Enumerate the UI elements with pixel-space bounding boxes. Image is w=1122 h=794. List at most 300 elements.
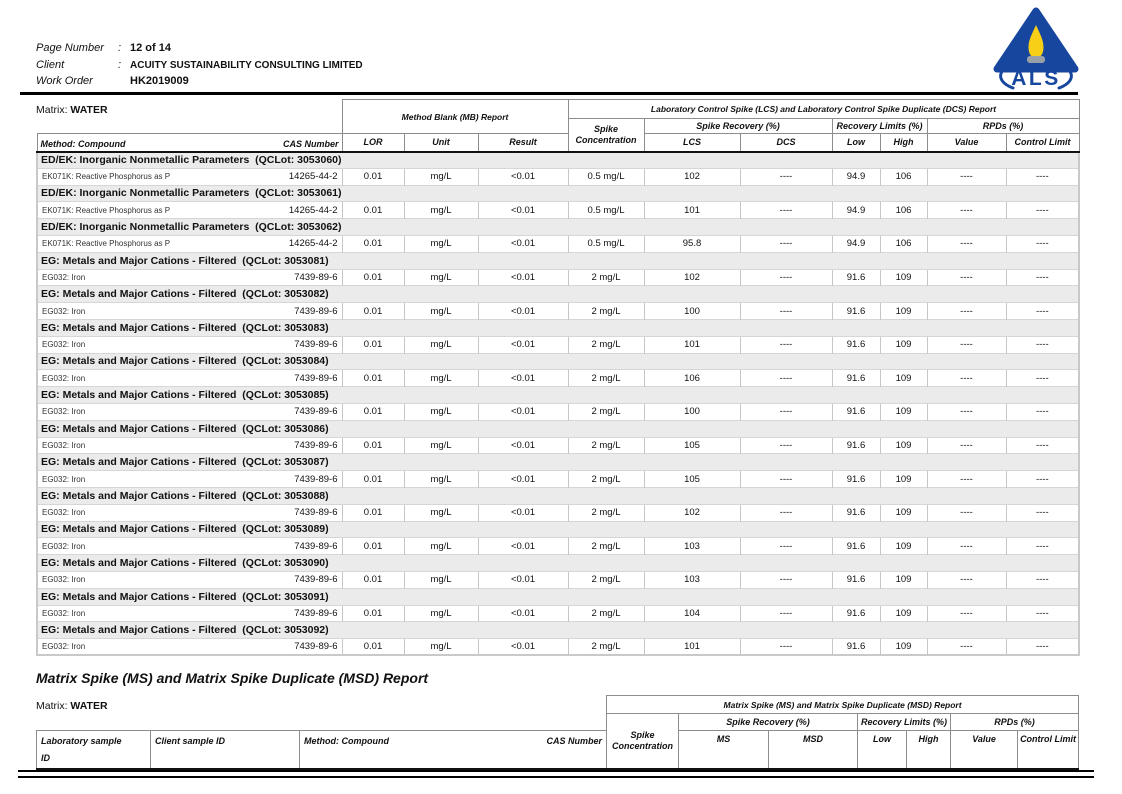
dcs-cell: ---- — [740, 269, 832, 286]
qc-data-row — [37, 538, 1079, 555]
lcs-cell: 100 — [644, 403, 740, 420]
unit-cell: mg/L — [404, 336, 478, 353]
lcs-cell: 95.8 — [644, 235, 740, 252]
high-cell: 109 — [880, 639, 927, 656]
unit-cell: mg/L — [404, 269, 478, 286]
group-title: EG: Metals and Major Cations - Filtered (QCLot: 3053092) — [37, 622, 1079, 639]
compound-name: EG032: Iron — [42, 407, 86, 417]
spike-concentration-cell: 2 mg/L — [568, 639, 644, 656]
qc-matrix-line — [36, 104, 108, 116]
rpd-value-cell: ---- — [927, 336, 1006, 353]
qc-group-row — [37, 185, 1079, 202]
unit-cell: mg/L — [404, 370, 478, 387]
lor-cell: 0.01 — [342, 269, 404, 286]
ms-col-header-spike-recovery: Spike Recovery (%) — [679, 714, 858, 731]
compound-name: EG032: Iron — [42, 373, 86, 383]
compound-name: EG032: Iron — [42, 440, 86, 450]
result-cell: <0.01 — [478, 605, 568, 622]
unit-cell: mg/L — [404, 571, 478, 588]
work-order-value: HK2019009 — [130, 75, 189, 87]
page-number-row — [36, 42, 171, 57]
spike-line2: Concentration — [612, 741, 674, 751]
result-cell: <0.01 — [478, 437, 568, 454]
unit-cell: mg/L — [404, 168, 478, 185]
result-cell: <0.01 — [478, 504, 568, 521]
qc-data-row — [37, 202, 1079, 219]
col-header-recovery-limits: Recovery Limits (%) — [832, 119, 927, 134]
unit-cell: mg/L — [404, 403, 478, 420]
cas-number: 7439-89-6 — [294, 574, 338, 586]
qc-data-row — [37, 235, 1079, 252]
low-cell: 91.6 — [832, 571, 880, 588]
spike-concentration-cell: 2 mg/L — [568, 571, 644, 588]
result-cell: <0.01 — [478, 571, 568, 588]
page-number-label: Page Number — [36, 42, 104, 54]
high-cell: 109 — [880, 538, 927, 555]
qc-group-row — [37, 353, 1079, 370]
low-cell: 91.6 — [832, 538, 880, 555]
unit-cell: mg/L — [404, 235, 478, 252]
spike-line1: Spike — [630, 730, 655, 740]
lor-cell: 0.01 — [342, 437, 404, 454]
lcs-cell: 102 — [644, 269, 740, 286]
low-cell: 91.6 — [832, 504, 880, 521]
group-title: EG: Metals and Major Cations - Filtered (QCLot: 3053084) — [37, 353, 1079, 370]
dcs-cell: ---- — [740, 504, 832, 521]
col-header-control-limit: Control Limit — [1006, 134, 1079, 152]
compound-cas-cell — [37, 403, 342, 420]
group-title: EG: Metals and Major Cations - Filtered (QCLot: 3053087) — [37, 454, 1079, 471]
low-cell: 91.6 — [832, 269, 880, 286]
qc-group-row — [37, 319, 1079, 336]
group-title: ED/EK: Inorganic Nonmetallic Parameters (QCLot: 3053060) — [37, 152, 1079, 169]
qc-data-row — [37, 336, 1079, 353]
lor-cell: 0.01 — [342, 370, 404, 387]
spike-concentration-cell: 2 mg/L — [568, 504, 644, 521]
low-cell: 94.9 — [832, 202, 880, 219]
high-cell: 109 — [880, 471, 927, 488]
lab-sample-line2: ID — [41, 753, 50, 763]
high-cell: 109 — [880, 336, 927, 353]
result-cell: <0.01 — [478, 303, 568, 320]
compound-name: EG032: Iron — [42, 642, 86, 652]
unit-cell: mg/L — [404, 303, 478, 320]
cas-number: 7439-89-6 — [294, 473, 338, 485]
col-header-lor: LOR — [342, 134, 404, 152]
rpd-value-cell: ---- — [927, 471, 1006, 488]
qc-data-row — [37, 504, 1079, 521]
logo-text: ALS — [1011, 67, 1061, 90]
dcs-cell: ---- — [740, 437, 832, 454]
rpd-value-cell: ---- — [927, 639, 1006, 656]
lcs-cell: 100 — [644, 303, 740, 320]
ms-col-header-method-compound-cas — [300, 731, 607, 770]
ms-col-header-rpds: RPDs (%) — [951, 714, 1079, 731]
rpd-control-limit-cell: ---- — [1006, 437, 1079, 454]
client-value: ACUITY SUSTAINABILITY CONSULTING LIMITED — [130, 60, 363, 71]
spike-concentration-cell: 2 mg/L — [568, 370, 644, 387]
lor-cell: 0.01 — [342, 605, 404, 622]
group-title: EG: Metals and Major Cations - Filtered (QCLot: 3053089) — [37, 521, 1079, 538]
rpd-control-limit-cell: ---- — [1006, 605, 1079, 622]
col-header-compound-cas — [37, 134, 342, 152]
lor-cell: 0.01 — [342, 504, 404, 521]
qc-group-row — [37, 555, 1079, 572]
qc-group-row — [37, 219, 1079, 236]
dcs-cell: ---- — [740, 370, 832, 387]
ms-col-header-msd: MSD — [769, 731, 858, 770]
compound-cas-cell — [37, 437, 342, 454]
unit-cell: mg/L — [404, 471, 478, 488]
cas-number: 7439-89-6 — [294, 305, 338, 317]
compound-name: EG032: Iron — [42, 608, 86, 618]
ms-col-header-cas-number: CAS Number — [546, 736, 603, 746]
dcs-cell: ---- — [740, 336, 832, 353]
group-title: EG: Metals and Major Cations - Filtered (QCLot: 3053085) — [37, 387, 1079, 404]
ms-col-header-spike-concentration — [607, 714, 679, 770]
compound-cas-cell — [37, 571, 342, 588]
compound-cas-cell — [37, 303, 342, 320]
spike-concentration-cell: 0.5 mg/L — [568, 168, 644, 185]
compound-cas-cell — [37, 605, 342, 622]
lcs-cell: 101 — [644, 202, 740, 219]
lcs-cell: 101 — [644, 336, 740, 353]
rpd-value-cell: ---- — [927, 571, 1006, 588]
result-cell: <0.01 — [478, 235, 568, 252]
group-title: EG: Metals and Major Cations - Filtered (QCLot: 3053083) — [37, 319, 1079, 336]
compound-name: EG032: Iron — [42, 508, 86, 518]
cas-number: 7439-89-6 — [294, 507, 338, 519]
cas-number: 7439-89-6 — [294, 406, 338, 418]
lor-cell: 0.01 — [342, 336, 404, 353]
compound-cas-cell — [37, 639, 342, 656]
compound-name: EG032: Iron — [42, 474, 86, 484]
qc-group-row — [37, 487, 1079, 504]
compound-name: EK071K: Reactive Phosphorus as P — [42, 205, 171, 215]
high-cell: 109 — [880, 571, 927, 588]
qc-data-row — [37, 269, 1079, 286]
unit-cell: mg/L — [404, 605, 478, 622]
group-title: EG: Metals and Major Cations - Filtered (QCLot: 3053082) — [37, 286, 1079, 303]
lor-cell: 0.01 — [342, 571, 404, 588]
lor-cell: 0.01 — [342, 403, 404, 420]
group-title: ED/EK: Inorganic Nonmetallic Parameters (QCLot: 3053061) — [37, 185, 1079, 202]
spike-concentration-cell: 2 mg/L — [568, 403, 644, 420]
colon: : — [118, 59, 122, 71]
qc-group-row — [37, 286, 1079, 303]
compound-cas-cell — [37, 202, 342, 219]
compound-name: EG032: Iron — [42, 575, 86, 585]
cas-number: 7439-89-6 — [294, 540, 338, 552]
spike-concentration-cell: 2 mg/L — [568, 538, 644, 555]
spike-line2: Concentration — [575, 134, 637, 145]
rpd-value-cell: ---- — [927, 303, 1006, 320]
low-cell: 91.6 — [832, 370, 880, 387]
group-title: EG: Metals and Major Cations - Filtered (QCLot: 3053088) — [37, 487, 1079, 504]
lcs-cell: 105 — [644, 471, 740, 488]
lor-cell: 0.01 — [342, 202, 404, 219]
compound-cas-cell — [37, 168, 342, 185]
rpd-value-cell: ---- — [927, 370, 1006, 387]
mb-report-header: Method Blank (MB) Report — [342, 100, 568, 134]
compound-name: EK071K: Reactive Phosphorus as P — [42, 239, 171, 249]
spike-concentration-cell: 0.5 mg/L — [568, 202, 644, 219]
high-cell: 106 — [880, 202, 927, 219]
col-header-low: Low — [832, 134, 880, 152]
rpd-control-limit-cell: ---- — [1006, 370, 1079, 387]
qc-group-row — [37, 521, 1079, 538]
rpd-value-cell: ---- — [927, 235, 1006, 252]
ms-col-header-ms: MS — [679, 731, 769, 770]
rpd-value-cell: ---- — [927, 538, 1006, 555]
high-cell: 106 — [880, 168, 927, 185]
dcs-cell: ---- — [740, 168, 832, 185]
result-cell: <0.01 — [478, 370, 568, 387]
rpd-control-limit-cell: ---- — [1006, 168, 1079, 185]
ms-col-header-control-limit: Control Limit — [1018, 731, 1079, 770]
spike-concentration-cell: 2 mg/L — [568, 303, 644, 320]
low-cell: 94.9 — [832, 168, 880, 185]
qc-group-row — [37, 622, 1079, 639]
compound-name: EG032: Iron — [42, 306, 86, 316]
low-cell: 91.6 — [832, 639, 880, 656]
dcs-cell: ---- — [740, 303, 832, 320]
lab-sample-line1: Laboratory sample — [41, 736, 122, 746]
lor-cell: 0.01 — [342, 639, 404, 656]
group-title: ED/EK: Inorganic Nonmetallic Parameters (QCLot: 3053062) — [37, 219, 1079, 236]
cas-number: 14265-44-2 — [288, 204, 338, 216]
cas-number: 7439-89-6 — [294, 339, 338, 351]
client-row — [36, 59, 363, 74]
qc-group-row — [37, 252, 1079, 269]
qc-group-row — [37, 387, 1079, 404]
qc-data-row — [37, 471, 1079, 488]
ms-report-table — [36, 695, 1079, 770]
result-cell: <0.01 — [478, 202, 568, 219]
rpd-control-limit-cell: ---- — [1006, 504, 1079, 521]
col-header-high: High — [880, 134, 927, 152]
cas-number: 7439-89-6 — [294, 271, 338, 283]
dcs-cell: ---- — [740, 538, 832, 555]
header-divider — [20, 92, 1078, 95]
compound-cas-cell — [37, 538, 342, 555]
dcs-cell: ---- — [740, 605, 832, 622]
lor-cell: 0.01 — [342, 303, 404, 320]
page-footer-divider — [18, 770, 1094, 778]
high-cell: 109 — [880, 605, 927, 622]
rpd-control-limit-cell: ---- — [1006, 269, 1079, 286]
ms-col-header-lab-sample-id — [37, 731, 151, 770]
unit-cell: mg/L — [404, 504, 478, 521]
lor-cell: 0.01 — [342, 235, 404, 252]
qc-data-row — [37, 303, 1079, 320]
unit-cell: mg/L — [404, 639, 478, 656]
lcs-cell: 102 — [644, 168, 740, 185]
low-cell: 91.6 — [832, 403, 880, 420]
logo-flame-base-icon — [1027, 56, 1045, 63]
low-cell: 91.6 — [832, 471, 880, 488]
ms-msd-report-header: Matrix Spike (MS) and Matrix Spike Duplicate (MSD) Report — [607, 696, 1079, 714]
dcs-cell: ---- — [740, 202, 832, 219]
col-header-spike-recovery: Spike Recovery (%) — [644, 119, 832, 134]
qc-report-table — [36, 99, 1080, 656]
qc-group-row — [37, 152, 1079, 169]
dcs-cell: ---- — [740, 639, 832, 656]
col-header-cas-number: CAS Number — [282, 138, 339, 149]
rpd-control-limit-cell: ---- — [1006, 202, 1079, 219]
spike-line1: Spike — [593, 123, 618, 134]
spike-concentration-cell: 2 mg/L — [568, 336, 644, 353]
cas-number: 14265-44-2 — [288, 238, 338, 250]
work-order-label: Work Order — [36, 75, 93, 87]
lcs-cell: 102 — [644, 504, 740, 521]
lcs-cell: 105 — [644, 437, 740, 454]
result-cell: <0.01 — [478, 403, 568, 420]
qc-data-row — [37, 571, 1079, 588]
cas-number: 14265-44-2 — [288, 171, 338, 183]
compound-cas-cell — [37, 471, 342, 488]
lor-cell: 0.01 — [342, 538, 404, 555]
compound-name: EK071K: Reactive Phosphorus as P — [42, 172, 171, 182]
spike-concentration-cell: 2 mg/L — [568, 437, 644, 454]
qc-data-row — [37, 168, 1079, 185]
cas-number: 7439-89-6 — [294, 439, 338, 451]
unit-cell: mg/L — [404, 437, 478, 454]
colon: : — [118, 42, 122, 54]
low-cell: 91.6 — [832, 336, 880, 353]
col-header-method-compound: Method: Compound — [40, 138, 126, 149]
rpd-value-cell: ---- — [927, 605, 1006, 622]
qc-data-row — [37, 437, 1079, 454]
result-cell: <0.01 — [478, 471, 568, 488]
client-label: Client — [36, 59, 65, 71]
group-title: EG: Metals and Major Cations - Filtered (QCLot: 3053090) — [37, 555, 1079, 572]
qc-data-row — [37, 403, 1079, 420]
als-logo — [988, 5, 1084, 91]
lcs-dcs-report-header: Laboratory Control Spike (LCS) and Laboratory Control Spike Duplicate (DCS) Report — [568, 100, 1079, 119]
col-header-dcs: DCS — [740, 134, 832, 152]
compound-cas-cell — [37, 336, 342, 353]
spike-concentration-cell: 0.5 mg/L — [568, 235, 644, 252]
ms-section-title: Matrix Spike (MS) and Matrix Spike Duplicate (MSD) Report — [36, 670, 429, 686]
group-title: EG: Metals and Major Cations - Filtered (QCLot: 3053086) — [37, 420, 1079, 437]
matrix-label: Matrix: — [36, 700, 68, 712]
lcs-cell: 106 — [644, 370, 740, 387]
dcs-cell: ---- — [740, 403, 832, 420]
high-cell: 109 — [880, 504, 927, 521]
rpd-value-cell: ---- — [927, 168, 1006, 185]
qc-data-row — [37, 639, 1079, 656]
qc-group-row — [37, 420, 1079, 437]
unit-cell: mg/L — [404, 202, 478, 219]
low-cell: 94.9 — [832, 235, 880, 252]
group-title: EG: Metals and Major Cations - Filtered (QCLot: 3053081) — [37, 252, 1079, 269]
cas-number: 7439-89-6 — [294, 607, 338, 619]
lor-cell: 0.01 — [342, 168, 404, 185]
lcs-cell: 103 — [644, 571, 740, 588]
ms-col-header-high: High — [907, 731, 951, 770]
lcs-cell: 104 — [644, 605, 740, 622]
rpd-control-limit-cell: ---- — [1006, 571, 1079, 588]
rpd-value-cell: ---- — [927, 269, 1006, 286]
lcs-cell: 103 — [644, 538, 740, 555]
low-cell: 91.6 — [832, 437, 880, 454]
spike-concentration-cell: 2 mg/L — [568, 471, 644, 488]
group-title: EG: Metals and Major Cations - Filtered (QCLot: 3053091) — [37, 588, 1079, 605]
dcs-cell: ---- — [740, 571, 832, 588]
high-cell: 109 — [880, 303, 927, 320]
rpd-value-cell: ---- — [927, 504, 1006, 521]
ms-col-header-value: Value — [951, 731, 1018, 770]
compound-cas-cell — [37, 370, 342, 387]
rpd-control-limit-cell: ---- — [1006, 538, 1079, 555]
cas-number: 7439-89-6 — [294, 641, 338, 653]
qc-data-row — [37, 605, 1079, 622]
col-header-rpds: RPDs (%) — [927, 119, 1079, 134]
result-cell: <0.01 — [478, 168, 568, 185]
compound-name: EG032: Iron — [42, 541, 86, 551]
result-cell: <0.01 — [478, 538, 568, 555]
rpd-control-limit-cell: ---- — [1006, 403, 1079, 420]
compound-cas-cell — [37, 235, 342, 252]
page-number-value: 12 of 14 — [130, 42, 171, 54]
ms-col-header-client-sample-id: Client sample ID — [151, 731, 300, 770]
result-cell: <0.01 — [478, 269, 568, 286]
result-cell: <0.01 — [478, 336, 568, 353]
qc-data-row — [37, 370, 1079, 387]
ms-col-header-recovery-limits: Recovery Limits (%) — [858, 714, 951, 731]
high-cell: 109 — [880, 403, 927, 420]
ms-col-header-method-compound: Method: Compound — [304, 736, 389, 746]
rpd-value-cell: ---- — [927, 403, 1006, 420]
qc-group-row — [37, 454, 1079, 471]
compound-cas-cell — [37, 269, 342, 286]
rpd-control-limit-cell: ---- — [1006, 639, 1079, 656]
rpd-control-limit-cell: ---- — [1006, 235, 1079, 252]
high-cell: 109 — [880, 269, 927, 286]
rpd-control-limit-cell: ---- — [1006, 303, 1079, 320]
col-header-unit: Unit — [404, 134, 478, 152]
ms-matrix-line — [36, 700, 108, 712]
rpd-control-limit-cell: ---- — [1006, 471, 1079, 488]
col-header-lcs: LCS — [644, 134, 740, 152]
compound-name: EG032: Iron — [42, 340, 86, 350]
qc-group-row — [37, 588, 1079, 605]
rpd-value-cell: ---- — [927, 437, 1006, 454]
low-cell: 91.6 — [832, 605, 880, 622]
matrix-value: WATER — [70, 700, 108, 712]
cas-number: 7439-89-6 — [294, 372, 338, 384]
spike-concentration-cell: 2 mg/L — [568, 605, 644, 622]
high-cell: 109 — [880, 370, 927, 387]
matrix-value: WATER — [70, 104, 108, 116]
result-cell: <0.01 — [478, 639, 568, 656]
col-header-result: Result — [478, 134, 568, 152]
spike-concentration-cell: 2 mg/L — [568, 269, 644, 286]
rpd-control-limit-cell: ---- — [1006, 336, 1079, 353]
dcs-cell: ---- — [740, 471, 832, 488]
low-cell: 91.6 — [832, 303, 880, 320]
lcs-cell: 101 — [644, 639, 740, 656]
matrix-label: Matrix: — [36, 104, 68, 116]
ms-col-header-low: Low — [858, 731, 907, 770]
compound-name: EG032: Iron — [42, 272, 86, 282]
high-cell: 109 — [880, 437, 927, 454]
dcs-cell: ---- — [740, 235, 832, 252]
unit-cell: mg/L — [404, 538, 478, 555]
lor-cell: 0.01 — [342, 471, 404, 488]
col-header-value: Value — [927, 134, 1006, 152]
